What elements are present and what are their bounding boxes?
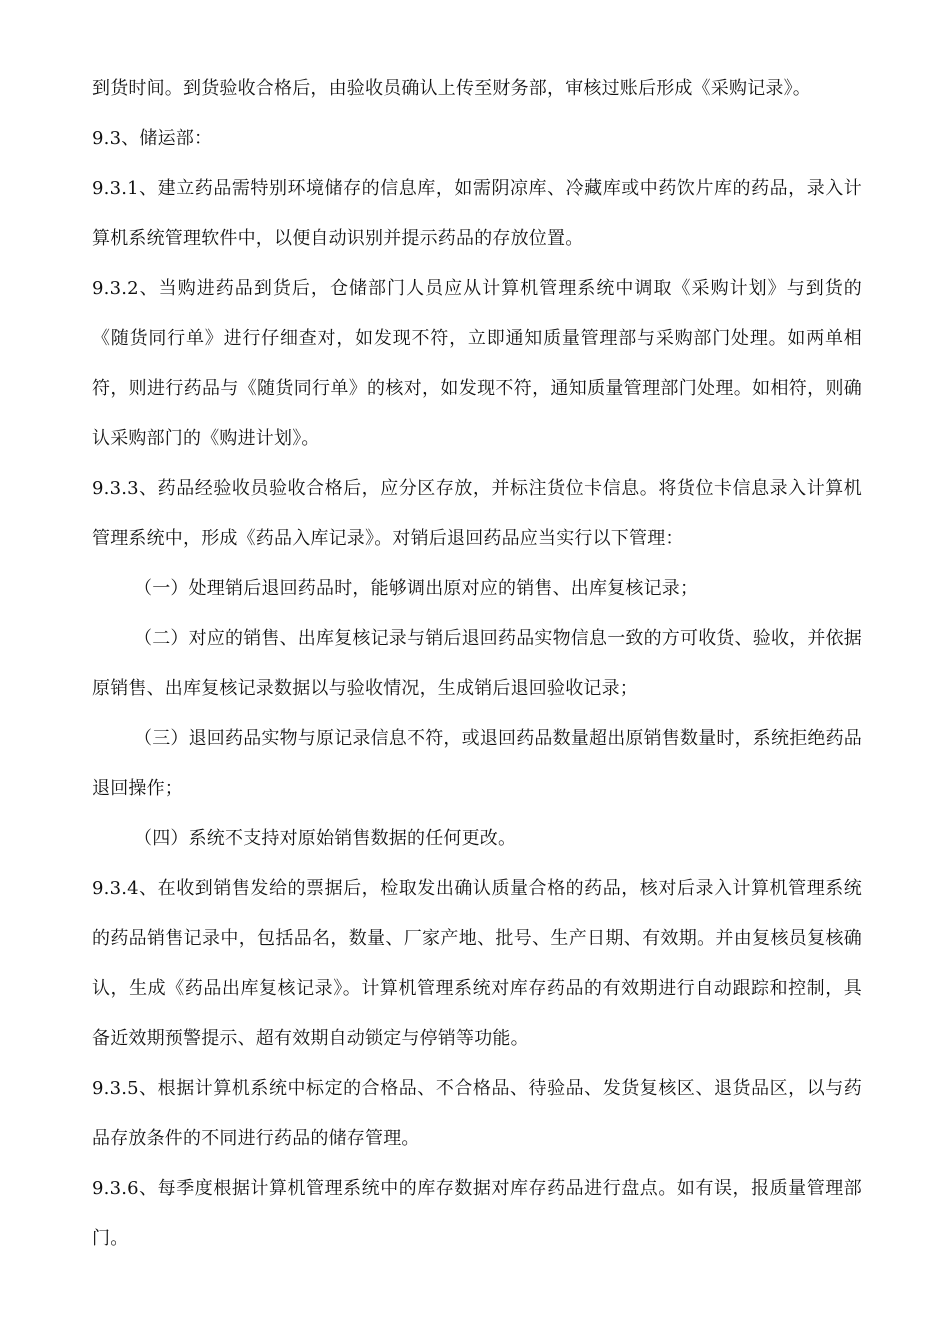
paragraph-9-3-3: 9.3.3、药品经验收员验收合格后，应分区存放，并标注货位卡信息。将货位卡信息录入计算机管理系统中，形成《药品入库记录》。对销后退回药品应当实行以下管理： (92, 478, 862, 549)
paragraph-9-3-6: 9.3.6、每季度根据计算机管理系统中的库存数据对库存药品进行盘点。如有误，报质量管理部门。 (92, 1178, 862, 1249)
paragraph-purchase-record: 到货时间。到货验收合格后，由验收员确认上传至财务部，审核过账后形成《采购记录》。 (92, 78, 811, 99)
paragraph-9-3-2: 9.3.2、当购进药品到货后，仓储部门人员应从计算机管理系统中调取《采购计划》与到货的《随货同行单》进行仔细查对，如发现不符，立即通知质量管理部与采购部门处理。如两单相符，则进行药品与《随货同行单》的核对，如发现不符，通知质量管理部门处理。如相符，则确认采购部门的《购进计划》。 (92, 278, 862, 449)
paragraph-9-3-1: 9.3.1、建立药品需特别环境储存的信息库，如需阴凉库、冷藏库或中药饮片库的药品，录入计算机系统管理软件中，以便自动识别并提示药品的存放位置。 (92, 178, 862, 249)
section-heading-storage: 9.3、储运部： (92, 128, 213, 149)
list-item-1: （一）处理销后退回药品时，能够调出原对应的销售、出库复核记录； (134, 578, 699, 599)
list-item-4: （四）系统不支持对原始销售数据的任何更改。 (134, 828, 517, 849)
list-item-2: （二）对应的销售、出库复核记录与销后退回药品实物信息一致的方可收货、验收，并依据原销售、出库复核记录数据以与验收情况，生成销后退回验收记录； (92, 628, 862, 699)
document-page (92, 64, 862, 1264)
list-item-3: （三）退回药品实物与原记录信息不符，或退回药品数量超出原销售数量时，系统拒绝药品退回操作； (92, 728, 862, 799)
paragraph-9-3-5: 9.3.5、根据计算机系统中标定的合格品、不合格品、待验品、发货复核区、退货品区，以与药品存放条件的不同进行药品的储存管理。 (92, 1078, 862, 1149)
paragraph-9-3-4: 9.3.4、在收到销售发给的票据后，检取发出确认质量合格的药品，核对后录入计算机管理系统的药品销售记录中，包括品名，数量、厂家产地、批号、生产日期、有效期。并由复核员复核确认，生成《药品出库复核记录》。计算机管理系统对库存药品的有效期进行自动跟踪和控制，具备近效期预警提示、超有效期自动锁定与停销等功能。 (92, 878, 862, 1049)
